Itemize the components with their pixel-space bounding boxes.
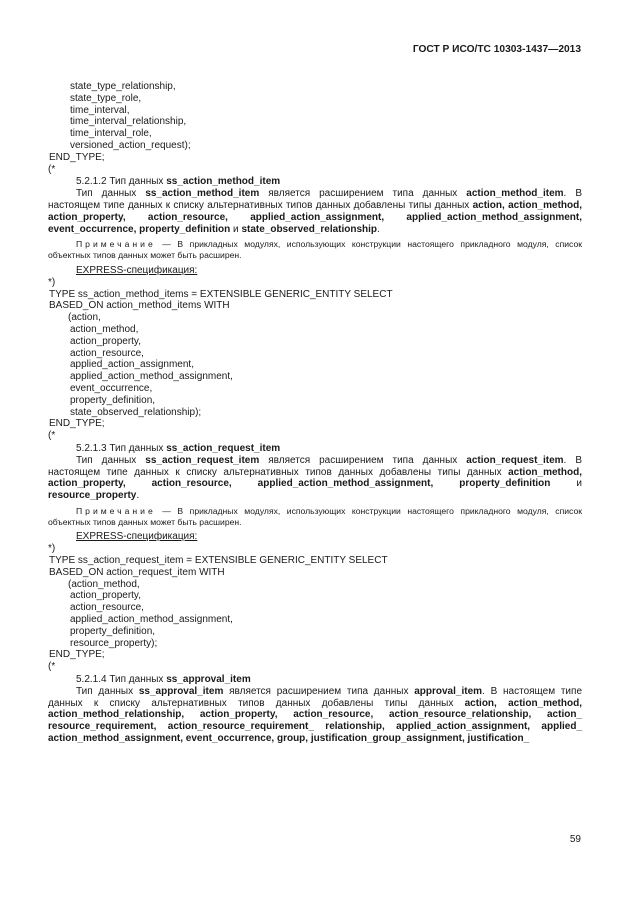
type-declaration: TYPE ss_action_method_items = EXTENSIBLE GENERIC_ENTITY SELECT [49,288,393,300]
para-type-last: resource_property [48,490,137,502]
section-heading-5214 [48,674,582,686]
note-label: Примечание [76,239,156,250]
heading-number: 5.2.1.4 Тип данных [76,674,167,686]
note-text: — В прикладных модулях, использующих конструкции настоящего прикладного модуля, список объектных типов данных может быть расширен. [48,239,582,261]
para-type-name: ss_approval_item [138,685,224,697]
para-text: является расширением типа данных [259,188,467,200]
based-on-line: BASED_ON action_method_items WITH [49,300,230,312]
comment-open: (* [48,661,56,673]
section-paragraph-5212 [48,188,582,235]
code-line: time_interval_role, [70,128,152,140]
para-base-type: action_method_item [466,188,564,200]
end-type-line: END_TYPE; [49,418,105,430]
code-line: time_interval, [70,104,130,116]
para-text: Тип данных [76,454,146,466]
heading-number: 5.2.1.2 Тип данных [76,176,167,188]
section-heading-5212 [48,176,582,188]
section-paragraph-5214 [48,686,582,745]
code-line: property_definition, [70,625,156,637]
comment-close: *) [48,543,56,555]
para-type-last: state_observed_relationship [241,223,378,235]
code-line: time_interval_relationship, [70,116,187,128]
para-text: является расширением типа данных [259,454,467,466]
para-text: является расширением типа данных [223,685,415,697]
comment-open: (* [48,163,56,175]
section-heading-5213 [48,443,582,455]
type-declaration: TYPE ss_action_request_item = EXTENSIBLE GENERIC_ENTITY SELECT [49,555,388,567]
code-line: applied_action_assignment, [70,359,194,371]
note-label: Примечание [76,505,156,516]
para-type-name: ss_action_method_item [145,188,260,200]
code-line: event_occurrence, [70,382,153,394]
page-number: 59 [569,834,581,845]
para-text: . [377,223,380,235]
para-text: . В настоящем типе данных к списку альтернативных типов данных добавлены типы данных [48,188,582,211]
code-line: property_definition, [70,394,156,406]
para-text: и [230,223,242,235]
code-line: action_property, [70,590,141,602]
code-line: resource_property); [70,637,158,649]
para-base-type: approval_item [414,685,483,697]
code-line: state_type_role, [70,92,142,104]
para-type-name: ss_action_request_item [145,454,260,466]
para-text: . [136,490,140,502]
code-line: state_type_relationship, [70,81,176,92]
code-line: versioned_action_request); [70,139,191,151]
express-spec-label: EXPRESS-спецификация: [76,264,198,276]
heading-type-name: ss_approval_item [166,674,251,686]
heading-type-name: ss_action_method_item [166,176,281,188]
para-text: . В настоящем типе данных к списку альтернативных типов данных добавлены типы данных [48,454,582,478]
heading-type-name: ss_action_request_item [166,442,281,454]
note-5212 [48,239,582,261]
page-content [48,81,582,745]
code-line: action_resource, [70,602,144,614]
para-text: и [550,478,582,490]
comment-close: *) [48,276,56,288]
para-type-list: action_method, action_property, action_resource, applied_action_method_assignment, property_definition [48,466,582,490]
para-text: Тип данных [76,188,146,200]
comment-open: (* [48,430,56,442]
end-type-line: END_TYPE; [49,151,105,163]
end-type-line: END_TYPE; [49,649,105,661]
para-type-list: action, action_method, action_method_relationship, action_property, action_resource, action_resource_relationship, action_ resource_requirement, action_resource_requirement_ relationship, applied_action_assignment, applied_ action_method_assignment, event_occurrence, group, justification_group_assignment, justification_ [48,697,582,745]
para-type-list: action, action_method, action_property, action_resource, applied_action_assignment, applied_action_method_assignment, event_occurrence, property_definition [48,199,582,235]
based-on-line: BASED_ON action_request_item WITH [49,566,225,578]
code-line: action_resource, [70,347,144,359]
code-line: applied_action_method_assignment, [70,614,233,626]
code-line: (action, [68,312,101,324]
para-text: . В настоящем типе данных к списку альтернативных типов данных добавлены типы данных [48,685,582,709]
page-header-standard-id: ГОСТ Р ИСО/ТС 10303-1437—2013 [412,44,581,55]
code-line: action_property, [70,335,141,347]
express-spec-label: EXPRESS-спецификация: [76,531,198,543]
note-5213 [48,506,582,528]
note-text: — В прикладных модулях, использующих конструкции настоящего прикладного модуля, список объектных типов данных может быть расширен. [48,505,582,527]
code-line: state_observed_relationship); [70,406,202,418]
code-line: applied_action_method_assignment, [70,371,233,383]
code-line: action_method, [70,323,139,335]
section-paragraph-5213 [48,455,582,502]
heading-number: 5.2.1.3 Тип данных [76,442,167,454]
prev-type-items [48,81,582,152]
para-base-type: action_request_item [466,454,564,466]
para-text: Тип данных [76,685,139,697]
code-line: (action_method, [68,578,140,590]
